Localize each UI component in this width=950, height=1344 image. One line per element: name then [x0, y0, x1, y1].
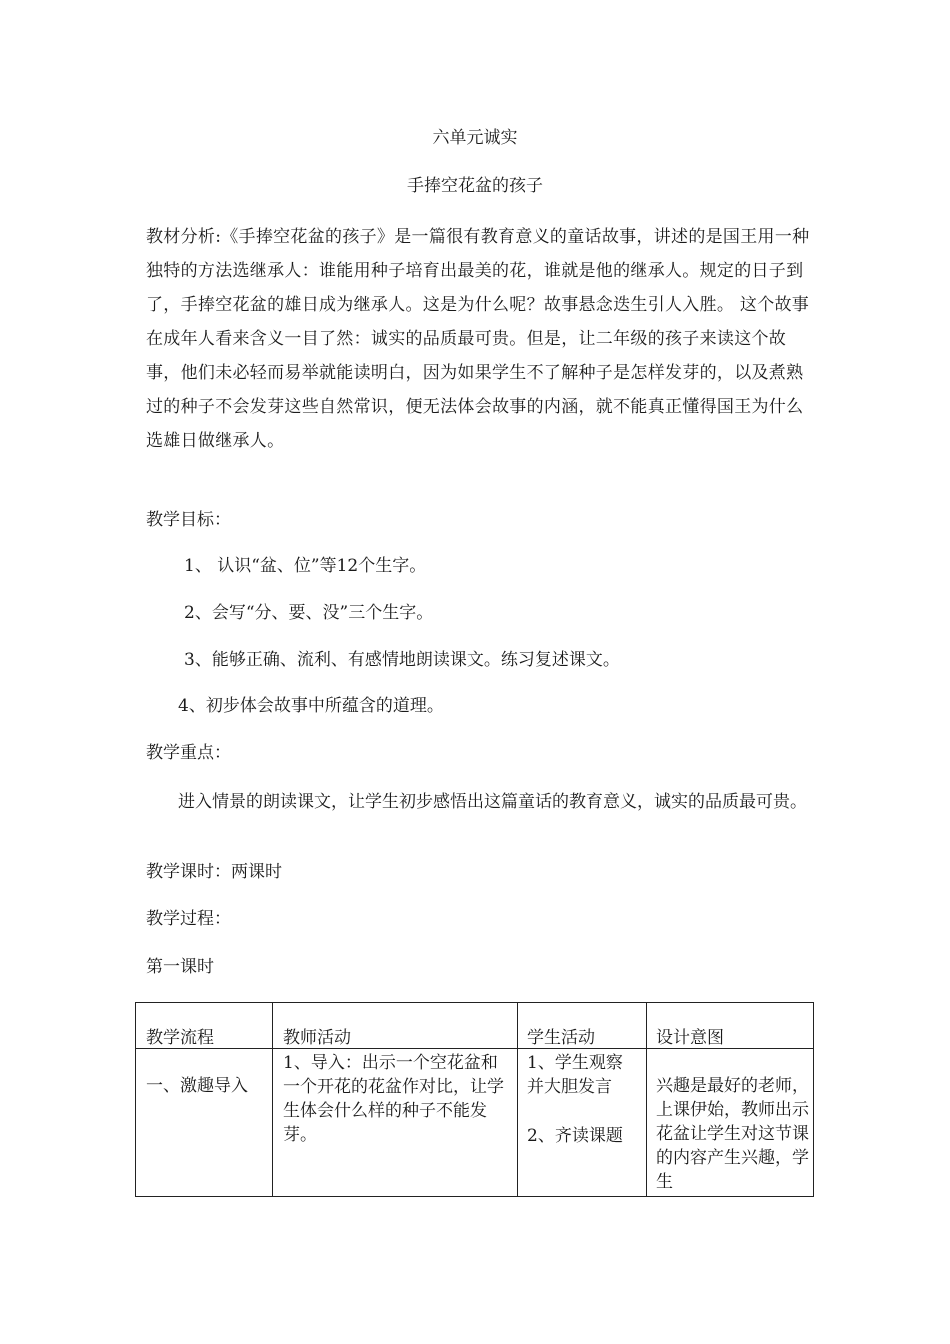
table-col-divider — [517, 1002, 518, 1197]
analysis-paragraph: 教材分析:《手捧空花盆的孩子》是一篇很有教育意义的童话故事，讲述的是国王用一种独特的方法选继承人：谁能用种子培育出最美的花，谁就是他的继承人。规定的日子到了，手捧空花盆的雄日成为继承人。这是为什么呢？故事悬念迭生引人入胜。 这个故事在成年人看来含义一目了然：诚实的品质最可贵。但是，让二年级的孩子来读这个故事，他们未必轻而易举就能读明白，因为如果学生不了解种子是怎样发芽的，以及煮熟过的种子不会发芽这些自然常识，便无法体会故事的内涵，就不能真正懂得国王为什么选雄日做继承人。 — [146, 227, 810, 451]
table-header-student: 学生活动 — [527, 1028, 595, 1048]
table-header-teacher: 教师活动 — [283, 1028, 351, 1048]
table-col-divider — [272, 1002, 273, 1197]
focus-heading: 教学重点： — [146, 743, 231, 763]
table-cell-student-2: 2、齐读课题 — [527, 1126, 623, 1146]
unit-title: 六单元诚实 — [432, 128, 518, 148]
periods-text: 教学课时：两课时 — [146, 862, 282, 882]
goal-item: 4、初步体会故事中所蕴含的道理。 — [178, 696, 444, 716]
focus-text: 进入情景的朗读课文，让学生初步感悟出这篇童话的教育意义，诚实的品质最可贵。 — [178, 792, 807, 812]
table-cell-intent: 兴趣是最好的老师，上课伊始，教师出示花盆让学生对这节课的内容产生兴趣，学生 — [656, 1076, 809, 1192]
table-cell-student-1: 1、学生观察并大胆发言 — [527, 1053, 623, 1097]
table-col-divider — [646, 1002, 647, 1197]
lesson-title: 手捧空花盆的孩子 — [407, 176, 543, 196]
goal-item: 2、会写“分、要、没”三个生字。 — [184, 603, 434, 623]
goals-heading: 教学目标： — [146, 510, 231, 530]
table-cell-teacher: 1、导入：出示一个空花盆和一个开花的花盆作对比，让学生体会什么样的种子不能发芽。 — [283, 1053, 504, 1145]
first-period-label: 第一课时 — [146, 957, 214, 977]
table-header-flow: 教学流程 — [146, 1028, 214, 1048]
table-header-intent: 设计意图 — [656, 1028, 724, 1048]
table-cell-flow: 一、激趣导入 — [146, 1076, 248, 1096]
process-heading: 教学过程： — [146, 909, 231, 929]
goal-item: 1、 认识“盆、位”等12个生字。 — [184, 556, 427, 576]
goal-item: 3、能够正确、流利、有感情地朗读课文。练习复述课文。 — [184, 650, 620, 670]
